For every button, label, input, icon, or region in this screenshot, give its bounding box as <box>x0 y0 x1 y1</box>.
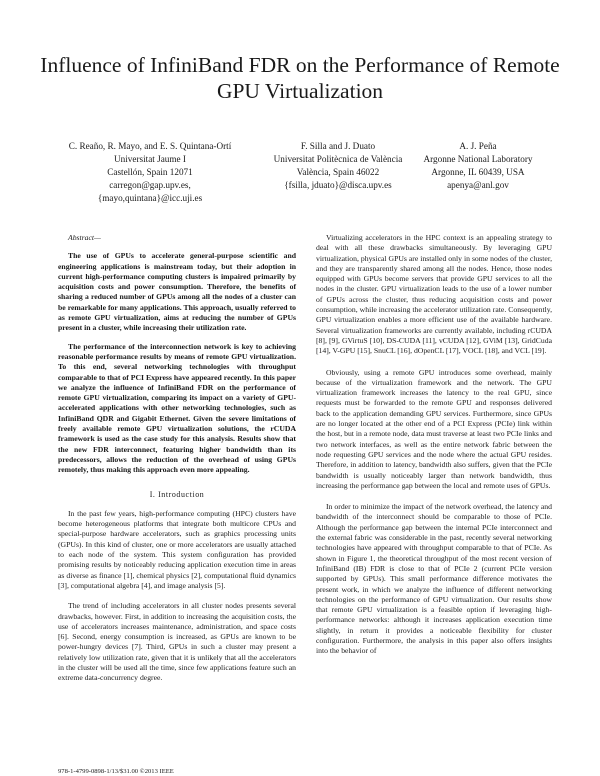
author-affiliation: Universitat Jaume I <box>114 154 186 164</box>
body-paragraph: In the past few years, high-performance computing (HPC) clusters have become heterogeneous platforms that integrate both multicore CPUs and special-purpose hardware accelerators, such as graphics processing units (GPUs). In this kind of cluster, one or more accelerators are usually attached to each node of the system. This system configuration has provided promising results by noticeably reducing application execution time in areas as diverse as finance [1], chemical physics [2], computational fluid dynamics [3], computational algebra [4], and image analysis [5]. <box>58 508 296 590</box>
author-address: Argonne, IL 60439, USA <box>431 167 525 177</box>
author-affiliation: Argonne National Laboratory <box>423 154 533 164</box>
author-block-3 <box>418 140 538 192</box>
author-names: A. J. Peña <box>459 141 497 151</box>
author-email: {fsilla, jduato}@disca.upv.es <box>284 180 392 190</box>
abstract <box>58 233 296 476</box>
body-paragraph: Obviously, using a remote GPU introduces some overhead, mainly because of the virtualization framework and the network. The GPU virtualization framework increases the latency to the real GPU, since requests must be forwarded to the remote GPU and responses delivered back to the application demanding GPU services. Furthermore, since GPUs are no longer located at the other end of a PCI Express (PCIe) link within the host, but in a remote node, data must traverse at least two PCIe links and two network interfaces, as well as the entire network fabric between the node requesting GPU services and the node where the actual GPU resides. Therefore, in addition to latency, bandwidth also suffers, given that the PCIe bandwidth is usually noticeably larger than network bandwidth, thus increasing the performance gap between the local and remote uses of GPUs. <box>316 367 552 490</box>
author-affiliation: Universitat Politècnica de València <box>273 154 403 164</box>
author-email: apenya@anl.gov <box>447 180 509 190</box>
introduction-body <box>58 509 296 684</box>
abstract-paragraph <box>58 233 296 243</box>
body-paragraph: Virtualizing accelerators in the HPC context is an appealing strategy to deal with all these drawbacks simultaneously. By leveraging GPU virtualization, physical GPUs are installed only in some nodes of the cluster, and they are transparently shared among all the nodes. Hence, those nodes equipped with GPUs become servers that provide GPU services to all the nodes in the cluster. GPU virtualization leads to the use of a lower number of GPUs across the cluster, thus reducing acquisition costs and power consumption, while increasing the accelerator utilization rate. Consequently, GPU virtualization enables a more efficient use of the available hardware. Several virtualization frameworks are currently available, including rCUDA [8], [9], GVirtuS [10], DS-CUDA [11], vCUDA [12], GViM [13], GridCuda [14], V-GPU [15], SnuCL [16], dOpenCL [17], VOCL [18], and VCL [19]. <box>316 233 552 356</box>
abstract-heading: Abstract— <box>68 233 101 242</box>
right-column <box>316 233 552 657</box>
author-block-1 <box>60 140 240 205</box>
author-address: València, Spain 46022 <box>296 167 380 177</box>
paper-title: Influence of InfiniBand FDR on the Performance of Remote GPU Virtualization <box>40 53 560 103</box>
author-names: F. Silla and J. Duato <box>300 141 376 151</box>
copyright-footer: 978-1-4799-0898-1/13/$31.00 ©2013 IEEE <box>58 768 174 775</box>
body-paragraph: The trend of including accelerators in all cluster nodes presents several drawbacks, however. First, in addition to increasing the acquisition costs, the use of accelerators increases maintenance, administration, and space costs [6]. Second, energy consumption is increased, as GPUs are known to be power-hungry devices [7]. Third, GPUs in such a cluster may present a relatively low utilization rate, given that it is unlikely that all the accelerators in the cluster will be used all the time, since few applications feature such an extreme data-concurrency degree. <box>58 601 296 683</box>
author-names: C. Reaño, R. Mayo, and E. S. Quintana-Ortí <box>68 141 232 151</box>
section-heading: I. Introduction <box>149 489 205 499</box>
abstract-paragraph: The performance of the interconnection network is key to achieving reasonable performance results by means of remote GPU virtualization. To this end, several networking technologies with throughput comparable to that of PCI Express have appeared recently. In this paper we analyze the influence of InfiniBand FDR on the performance of remote GPU virtualization, comparing its impact on a variety of GPU-accelerated applications with other networking technologies, such as InfiniBand QDR and Gigabit Ethernet. Given the severe limitations of freely available remote GPU virtualization solutions, the rCUDA framework is used as the case study for this analysis. Results show that the new FDR interconnect, featuring higher bandwidth than its predecessors, allows the reduction of the overhead of using GPUs remotely, thus making this approach even more appealing. <box>58 341 296 475</box>
abstract-paragraph: The use of GPUs to accelerate general-purpose scientific and engineering applications is mainstream today, but their adoption in current high-performance computing clusters is impaired primarily by acquisition costs and power consumption. Therefore, the benefits of sharing a reduced number of GPUs among all the nodes of a cluster can be remarkable for many applications. This approach, usually referred to as remote GPU virtualization, aims at reducing the number of GPUs present in a cluster, while increasing their utilization rate. <box>58 251 296 333</box>
author-address: Castellón, Spain 12071 <box>107 167 193 177</box>
body-paragraph: In order to minimize the impact of the network overhead, the latency and bandwidth of the interconnect should be comparable to those of PCIe. Although the performance gap between the internal PCIe interconnect and the external fabric was considerable in the past, recently several networking technologies have appeared with throughput comparable to that of PCIe. As shown in Figure 1, the theoretical throughput of the most recent version of InfiniBand (IB) FDR is close to that of PCIe 2 (current PCIe version supported by GPUs). This small performance difference motivates the present work, in which we analyze the influence of different networking technologies on the performance of GPU virtualization. Our results show that remote GPU virtualization is a feasible option if leveraging high-performance networks: although it increases application execution time slightly, in return it provides a noticeable flexibility for cluster configuration. Furthermore, the analysis in this paper also offers insights into the behavior of <box>316 502 552 656</box>
author-email: carregon@gap.upv.es, {mayo,quintana}@icc.uji.es <box>97 180 203 203</box>
left-column <box>58 233 296 684</box>
author-block-2 <box>258 140 418 192</box>
